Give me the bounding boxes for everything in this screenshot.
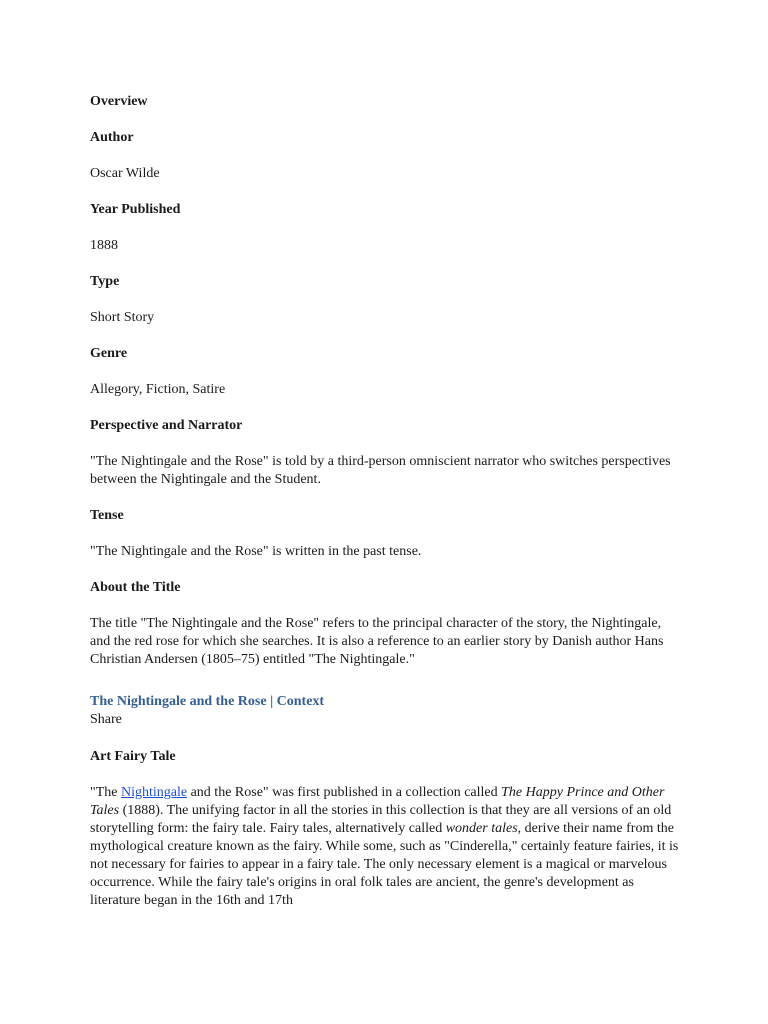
para-italic-1: The Happy Prince and Other Tales	[90, 785, 665, 818]
share-link[interactable]: Share	[90, 712, 122, 727]
art-fairy-tale-heading: Art Fairy Tale	[90, 749, 176, 764]
context-heading: The Nightingale and the Rose | Context	[90, 694, 325, 709]
para-text-4: , derive their name from the mythological creature known as the fairy. While some, such as "Cinderella," certainly feature fairies, it is not necessary for fairies to appear in a fairy tale. The only necessary element is a magical or marvelous occurrence. While the fairy tale's origins in oral folk tales are ancient, the genre's development as literature began in the 16th and 17th	[90, 821, 679, 908]
about-title-label: About the Title	[90, 580, 181, 595]
tense-value: "The Nightingale and the Rose" is written in the past tense.	[90, 544, 422, 559]
year-published-label: Year Published	[90, 202, 181, 217]
author-value: Oscar Wilde	[90, 166, 160, 181]
para-text-3: (1888). The unifying factor in all the stories in this collection is that they are all versions of an old storytelling form: the fairy tale. Fairy tales, alternatively called	[90, 803, 672, 836]
para-italic-2: wonder tales	[445, 821, 518, 836]
overview-heading: Overview	[90, 94, 148, 109]
tense-label: Tense	[90, 508, 124, 523]
para-text-2: and the Rose" was first published in a collection called	[187, 785, 502, 800]
type-value: Short Story	[90, 310, 155, 325]
perspective-value: "The Nightingale and the Rose" is told by a third-person omniscient narrator who switches perspectives between the Nightingale and the Student.	[90, 454, 671, 487]
art-fairy-tale-paragraph	[90, 784, 680, 910]
genre-value: Allegory, Fiction, Satire	[90, 382, 226, 397]
document-page	[90, 93, 680, 910]
about-title-value: The title "The Nightingale and the Rose" refers to the principal character of the story, the Nightingale, and the red rose for which she searches. It is also a reference to an earlier story by Danish author Hans Christian Andersen (1805–75) entitled "The Nightingale."	[90, 616, 664, 667]
nightingale-link[interactable]: Nightingale	[120, 785, 188, 800]
para-text-1: "The	[90, 785, 121, 800]
genre-label: Genre	[90, 346, 128, 361]
perspective-label: Perspective and Narrator	[90, 418, 243, 433]
author-label: Author	[90, 130, 134, 145]
type-label: Type	[90, 274, 120, 289]
year-published-value: 1888	[90, 238, 118, 253]
